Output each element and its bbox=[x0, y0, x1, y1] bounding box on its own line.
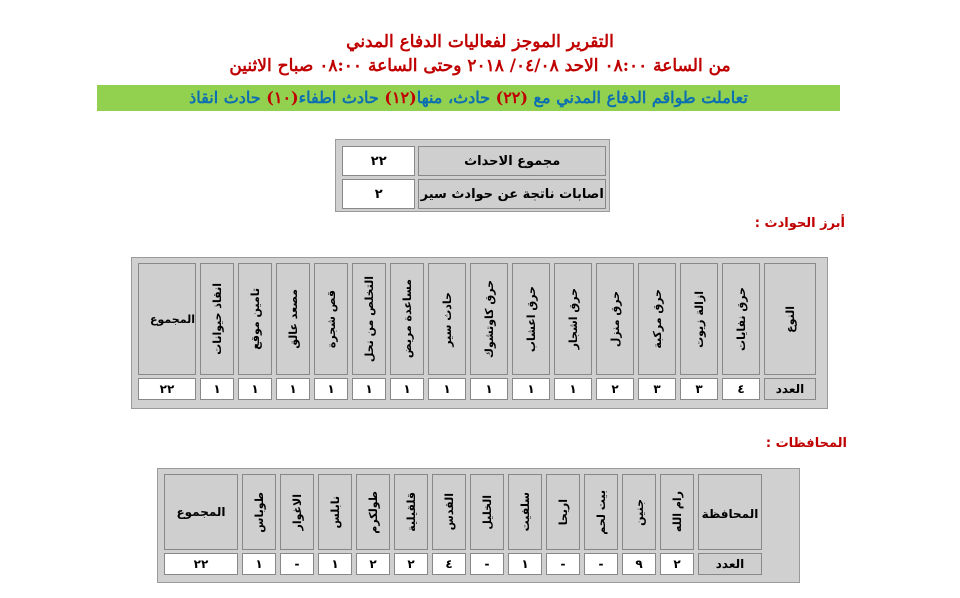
governorate-total-header bbox=[164, 474, 238, 550]
incidents-grid bbox=[134, 260, 820, 403]
governorate-count: - bbox=[280, 553, 314, 575]
incident-label: حرق نفايات bbox=[734, 287, 748, 351]
incident-count-header: العدد bbox=[764, 378, 816, 400]
banner-text-2: حادث، منها bbox=[416, 88, 496, 107]
incident-header bbox=[352, 263, 386, 375]
governorate-count: ٢ bbox=[394, 553, 428, 575]
governorates-table bbox=[157, 468, 800, 583]
governorate-count: - bbox=[470, 553, 504, 575]
governorate-label: الاغوار bbox=[290, 493, 304, 531]
governorate-count: - bbox=[584, 553, 618, 575]
summary-value: ٢٢ bbox=[342, 146, 415, 176]
governorate-header bbox=[622, 474, 656, 550]
governorate-header bbox=[660, 474, 694, 550]
incident-count: ١ bbox=[512, 378, 550, 400]
governorate-count: ٤ bbox=[432, 553, 466, 575]
governorate-header bbox=[280, 474, 314, 550]
governorate-total-label: المجموع bbox=[176, 505, 226, 519]
summary-grid bbox=[339, 143, 609, 212]
banner-total: (٢٢) bbox=[495, 88, 528, 107]
incident-header bbox=[680, 263, 718, 375]
summary-label: مجموع الاحداث bbox=[418, 146, 606, 176]
report-title: التقرير الموجز لفعاليات الدفاع المدني bbox=[346, 32, 614, 52]
governorate-count: ١ bbox=[318, 553, 352, 575]
incident-header bbox=[276, 263, 310, 375]
incident-label: مساعدة مريض bbox=[400, 279, 414, 359]
governorate-header bbox=[318, 474, 352, 550]
incident-label: التخلص من نحل bbox=[362, 275, 376, 363]
incident-total: ٢٢ bbox=[138, 378, 196, 400]
incident-count: ١ bbox=[470, 378, 508, 400]
incident-count: ١ bbox=[352, 378, 386, 400]
governorate-header bbox=[546, 474, 580, 550]
governorate-header bbox=[394, 474, 428, 550]
incidents-table bbox=[131, 257, 828, 409]
governorate-header bbox=[470, 474, 504, 550]
banner-fire-count: (١٢) bbox=[384, 88, 417, 107]
incident-header bbox=[428, 263, 466, 375]
governorate-label: الخليل bbox=[480, 494, 494, 530]
incident-header bbox=[238, 263, 272, 375]
incident-count: ١ bbox=[390, 378, 424, 400]
governorate-header bbox=[508, 474, 542, 550]
incident-label: ازالة زيوت bbox=[692, 290, 706, 348]
governorate-label: رام الله bbox=[670, 491, 684, 533]
summary-row bbox=[342, 179, 606, 209]
governorate-label: طوباس bbox=[252, 491, 266, 533]
governorate-count: ١ bbox=[508, 553, 542, 575]
incident-label: انقاذ حيوانات bbox=[210, 283, 224, 355]
governorate-total: ٢٢ bbox=[164, 553, 238, 575]
governorate-count: ٩ bbox=[622, 553, 656, 575]
banner-rescue-count: (١٠) bbox=[266, 88, 299, 107]
governorate-label: جنين bbox=[632, 498, 646, 526]
incident-count: ١ bbox=[554, 378, 592, 400]
incident-header bbox=[314, 263, 348, 375]
incidents-section-title: أبرز الحوادث : bbox=[754, 216, 845, 231]
report-period: من الساعة ٠٨:٠٠ الاحد ٠٤/٠٨/ ٢٠١٨ وحتى الساعة ٠٨:٠٠ صباح الاثنين bbox=[229, 56, 731, 76]
governorate-label: اريحا bbox=[556, 498, 570, 526]
governorate-header bbox=[242, 474, 276, 550]
summary-label: اصابات ناتجة عن حوادث سير bbox=[418, 179, 606, 209]
governorate-header bbox=[432, 474, 466, 550]
summary-banner bbox=[97, 85, 840, 111]
banner-text-1: تعاملت طواقم الدفاع المدني مع bbox=[527, 88, 748, 107]
banner-text-4: حادث انقاذ bbox=[189, 88, 267, 107]
incident-header bbox=[554, 263, 592, 375]
incident-count: ١ bbox=[314, 378, 348, 400]
governorate-label: سلفيت bbox=[518, 492, 532, 532]
incident-total-header bbox=[138, 263, 196, 375]
incident-label: تامين موقع bbox=[248, 288, 262, 350]
incident-header bbox=[596, 263, 634, 375]
incident-count: ٢ bbox=[596, 378, 634, 400]
governorate-label: طولكرم bbox=[366, 490, 380, 534]
incident-type-header-label: النوع bbox=[783, 305, 797, 333]
incidents-count-row bbox=[138, 378, 816, 400]
incident-label: حرق اشجار bbox=[566, 288, 580, 350]
governorate-name-header bbox=[698, 474, 762, 550]
governorate-name-header-label: المحافظة bbox=[701, 506, 759, 521]
governorate-header bbox=[584, 474, 618, 550]
summary-table bbox=[335, 139, 610, 212]
governorate-label: بيت لحم bbox=[594, 489, 608, 535]
incident-label: حرق كاوتشوك bbox=[482, 279, 496, 359]
incident-header bbox=[638, 263, 676, 375]
incident-header bbox=[200, 263, 234, 375]
incident-header bbox=[722, 263, 760, 375]
governorates-count-row bbox=[164, 553, 762, 575]
governorates-grid bbox=[160, 471, 766, 578]
governorate-label: نابلس bbox=[328, 495, 342, 529]
incident-count: ١ bbox=[428, 378, 466, 400]
incident-count: ١ bbox=[238, 378, 272, 400]
governorate-count: - bbox=[546, 553, 580, 575]
summary-value: ٢ bbox=[342, 179, 415, 209]
incident-label: حرق منزل bbox=[608, 290, 622, 348]
incident-label: قص شجرة bbox=[324, 289, 338, 349]
incidents-header-row bbox=[138, 263, 816, 375]
governorates-section-title: المحافظات : bbox=[765, 436, 847, 451]
incident-count: ٣ bbox=[638, 378, 676, 400]
incident-label: مصعد عالق bbox=[286, 289, 300, 349]
summary-row bbox=[342, 146, 606, 176]
incident-count: ٣ bbox=[680, 378, 718, 400]
governorate-count: ٢ bbox=[660, 553, 694, 575]
incident-header bbox=[470, 263, 508, 375]
incident-type-header bbox=[764, 263, 816, 375]
governorate-label: القدس bbox=[442, 493, 456, 531]
incident-count: ١ bbox=[276, 378, 310, 400]
incident-label: حرق اعشاب bbox=[524, 285, 538, 353]
governorate-label: قلقيلية bbox=[404, 492, 418, 532]
incident-label: حرق مركبة bbox=[650, 289, 664, 349]
governorate-count: ٢ bbox=[356, 553, 390, 575]
governorate-header bbox=[356, 474, 390, 550]
incident-header bbox=[390, 263, 424, 375]
incident-label: حادث سير bbox=[440, 291, 454, 347]
incident-total-label: المجموع bbox=[150, 312, 195, 326]
governorates-header-row bbox=[164, 474, 762, 550]
incident-count: ١ bbox=[200, 378, 234, 400]
incident-header bbox=[512, 263, 550, 375]
incident-count: ٤ bbox=[722, 378, 760, 400]
banner-text-3: حادث اطفاء bbox=[298, 88, 385, 107]
governorate-count-header: العدد bbox=[698, 553, 762, 575]
governorate-count: ١ bbox=[242, 553, 276, 575]
